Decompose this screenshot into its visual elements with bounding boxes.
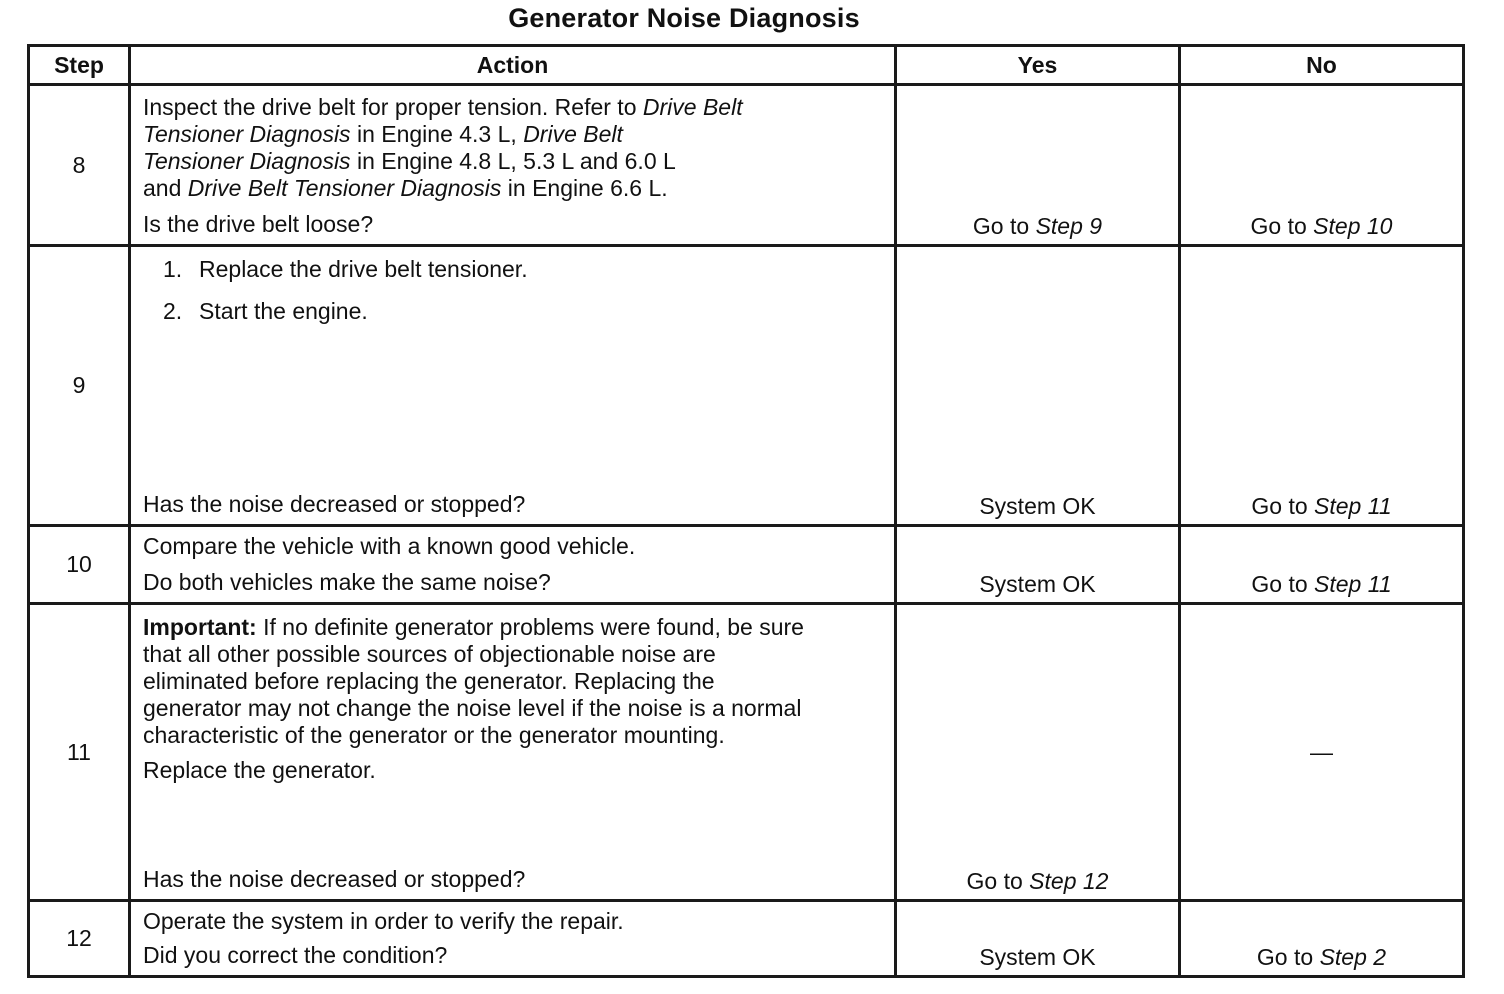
dash-mark: — [1310,738,1333,765]
step-number: 12 [29,901,130,977]
action-cell [130,246,896,526]
step-number: 9 [29,246,130,526]
action-text: Compare the vehicle with a known good vehicle. [143,533,636,559]
list-item: 2. Start the engine. [163,298,368,324]
action-cell [130,604,896,901]
page-title: Generator Noise Diagnosis [508,3,860,33]
list-item: 1. Replace the drive belt tensioner. [163,256,528,282]
action-text: Inspect the drive belt for proper tension. Refer to Drive Belt [143,94,743,120]
header-step: Step [29,46,130,85]
action-text: Operate the system in order to verify the repair. [143,908,624,934]
yes-result: System OK [896,246,1180,526]
yes-result: Go to Step 9 [896,85,1180,246]
no-result: Go to Step 2 [1180,901,1464,977]
no-result: Go to Step 11 [1180,246,1464,526]
no-result: Go to Step 10 [1180,85,1464,246]
action-text: Tensioner Diagnosis in Engine 4.3 L, Drive Belt [143,121,623,147]
step-number: 8 [29,85,130,246]
step-number: 11 [29,604,130,901]
table-row [29,901,1464,977]
table-row [29,246,1464,526]
action-question: Has the noise decreased or stopped? [143,491,526,517]
action-text: eliminated before replacing the generator. Replacing the [143,668,715,694]
action-cell [130,85,896,246]
header-action: Action [130,46,896,85]
table-row [29,526,1464,604]
action-text: generator may not change the noise level if the noise is a normal [143,695,802,721]
no-result: Go to Step 11 [1180,526,1464,604]
action-text: and Drive Belt Tensioner Diagnosis in Engine 6.6 L. [143,175,668,201]
yes-result: Go to Step 12 [896,604,1180,901]
yes-result: System OK [896,901,1180,977]
important-note: Important: If no definite generator problems were found, be sure [143,614,804,640]
action-question: Is the drive belt loose? [143,211,374,237]
header-yes: Yes [896,46,1180,85]
step-number: 10 [29,526,130,604]
action-question: Did you correct the condition? [143,942,448,968]
table-row [29,604,1464,901]
action-text: characteristic of the generator or the generator mounting. [143,722,725,748]
important-label: Important: [143,614,257,640]
action-cell [130,901,896,977]
yes-result: System OK [896,526,1180,604]
action-text: that all other possible sources of objectionable noise are [143,641,716,667]
no-result [1180,604,1464,901]
action-text: Tensioner Diagnosis in Engine 4.8 L, 5.3 L and 6.0 L [143,148,676,174]
action-text: Replace the generator. [143,757,376,783]
action-question: Do both vehicles make the same noise? [143,569,551,595]
table-header-row [29,46,1464,85]
table-row [29,85,1464,246]
action-cell [130,526,896,604]
action-question: Has the noise decreased or stopped? [143,866,526,892]
diagnosis-table [27,44,1465,978]
header-no: No [1180,46,1464,85]
